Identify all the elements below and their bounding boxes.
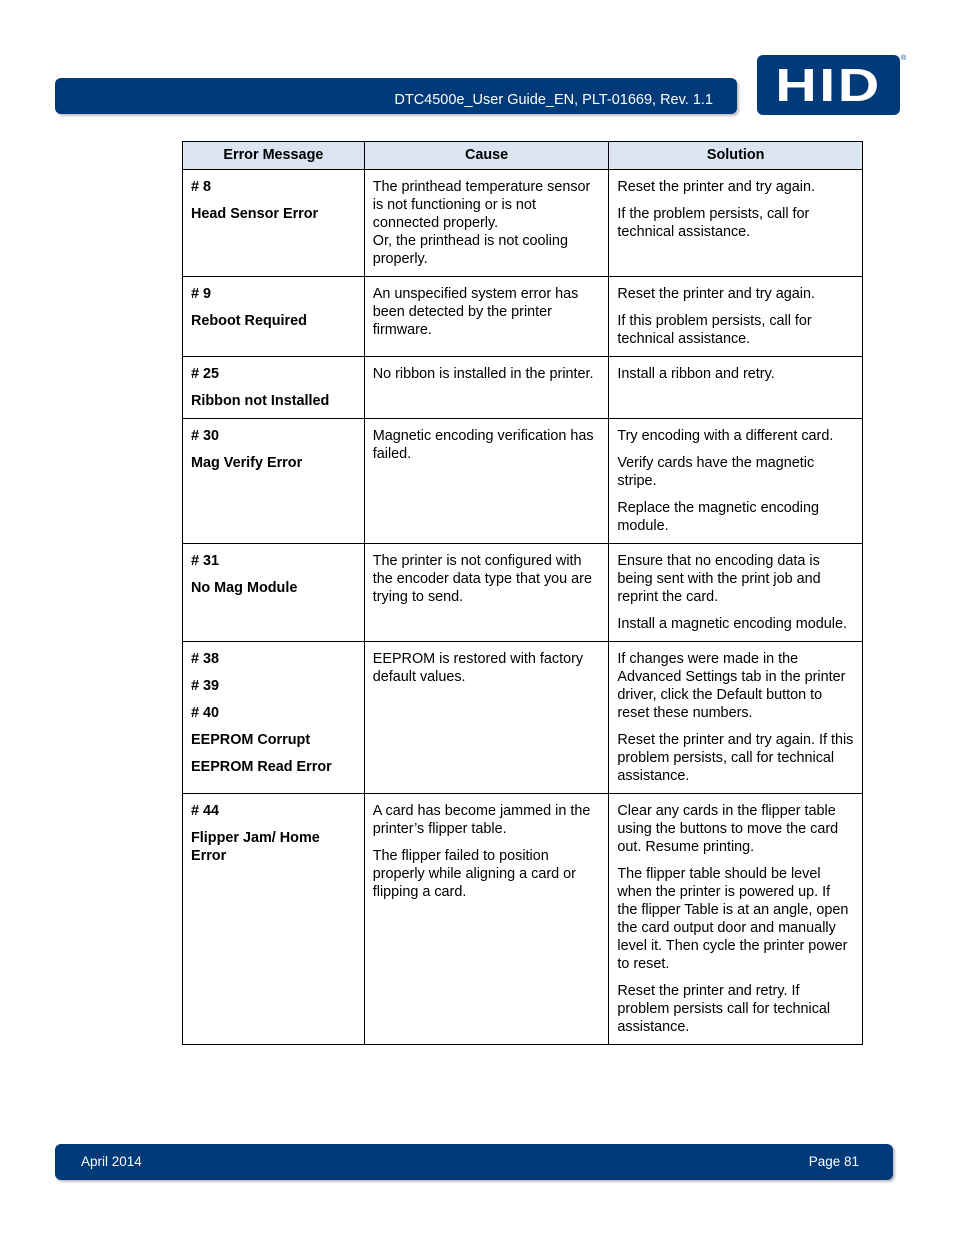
error-message-cell [183,544,365,642]
header-bar [55,78,737,114]
cause-text: Magnetic encoding verification has failed. [372,428,594,462]
table-header-row [183,142,863,170]
solution-cell [609,170,863,277]
cause-text: The flipper failed to position properly while aligning a card or flipping a card. [372,848,576,900]
solution-cell [609,794,863,1045]
cause-cell [364,642,609,794]
cause-cell [364,357,609,419]
solution-text: If this problem persists, call for technical assistance. [617,313,812,347]
logo-text: HID [775,59,882,111]
footer-bar [55,1144,893,1180]
solution-text: The flipper table should be level when the printer is powered up. If the flipper Table is at an angle, open the card output door and manually level it. Then cycle the printer power to reset. [617,866,849,972]
solution-cell [609,357,863,419]
table-row [183,642,863,794]
registered-mark: ® [901,55,907,62]
error-message-cell [183,357,365,419]
document-title: DTC4500e_User Guide_EN, PLT-01669, Rev. 1.1 [394,92,713,108]
error-code: # 9 [191,286,212,302]
cause-text: A card has become jammed in the printer’s flipper table. [372,803,591,837]
error-code: EEPROM Corrupt [191,732,311,748]
error-message-cell [183,419,365,544]
cause-cell [364,419,609,544]
error-code: # 39 [191,678,220,694]
cause-cell [364,170,609,277]
cause-text: EEPROM is restored with factory default values. [372,651,584,685]
solution-text: If changes were made in the Advanced Settings tab in the printer driver, click the Default button to reset these numbers. [617,651,846,721]
solution-text: Install a ribbon and retry. [617,366,775,382]
table-row [183,277,863,357]
cause-text: The printhead temperature sensor is not functioning or is not connected properly. Or, the printhead is not cooling properly. [372,179,591,267]
solution-text: Reset the printer and try again. If this problem persists, call for technical assistance. [617,732,854,784]
error-code: Mag Verify Error [191,455,303,471]
solution-text: Try encoding with a different card. [617,428,834,444]
cause-cell [364,794,609,1045]
error-code: # 40 [191,705,220,721]
solution-text: Ensure that no encoding data is being sent with the print job and reprint the card. [617,553,821,605]
page-number: Page 81 [808,1154,859,1169]
table-row [183,170,863,277]
solution-text: Reset the printer and retry. If problem persists call for technical assistance. [617,983,831,1035]
table-row [183,419,863,544]
footer-date: April 2014 [81,1154,142,1169]
cause-cell [364,544,609,642]
solution-text: Clear any cards in the flipper table using the buttons to move the card out. Resume printing. [617,803,839,855]
error-code: # 44 [191,803,220,819]
solution-text: Replace the magnetic encoding module. [617,500,819,534]
solution-cell [609,419,863,544]
solution-text: Install a magnetic encoding module. [617,616,847,632]
table-row [183,357,863,419]
solution-text: If the problem persists, call for technical assistance. [617,206,810,240]
solution-cell [609,544,863,642]
column-header-cause: Cause [364,142,609,170]
error-code: # 38 [191,651,220,667]
solution-text: Reset the printer and try again. [617,179,815,195]
cause-text: The printer is not configured with the encoder data type that you are trying to send. [372,553,592,605]
cause-text: No ribbon is installed in the printer. [372,366,594,382]
error-message-cell [183,642,365,794]
error-message-cell [183,277,365,357]
error-code: EEPROM Read Error [191,759,332,775]
error-code: Reboot Required [191,313,307,329]
error-table [182,141,863,1045]
error-code: # 31 [191,553,220,569]
error-message-cell [183,170,365,277]
error-code: # 8 [191,179,212,195]
error-code: # 30 [191,428,220,444]
error-code: # 25 [191,366,220,382]
cause-text: An unspecified system error has been detected by the printer firmware. [372,286,579,338]
solution-cell [609,642,863,794]
table-row [183,544,863,642]
error-message-cell [183,794,365,1045]
error-code: Head Sensor Error [191,206,319,222]
solution-cell [609,277,863,357]
error-code: Flipper Jam/ Home Error [191,830,320,864]
table-row [183,794,863,1045]
error-code: No Mag Module [191,580,298,596]
column-header-solution: Solution [609,142,863,170]
hid-logo [757,55,900,115]
error-code: Ribbon not Installed [191,393,330,409]
column-header-error-message: Error Message [183,142,365,170]
solution-text: Reset the printer and try again. [617,286,815,302]
cause-cell [364,277,609,357]
solution-text: Verify cards have the magnetic stripe. [617,455,815,489]
